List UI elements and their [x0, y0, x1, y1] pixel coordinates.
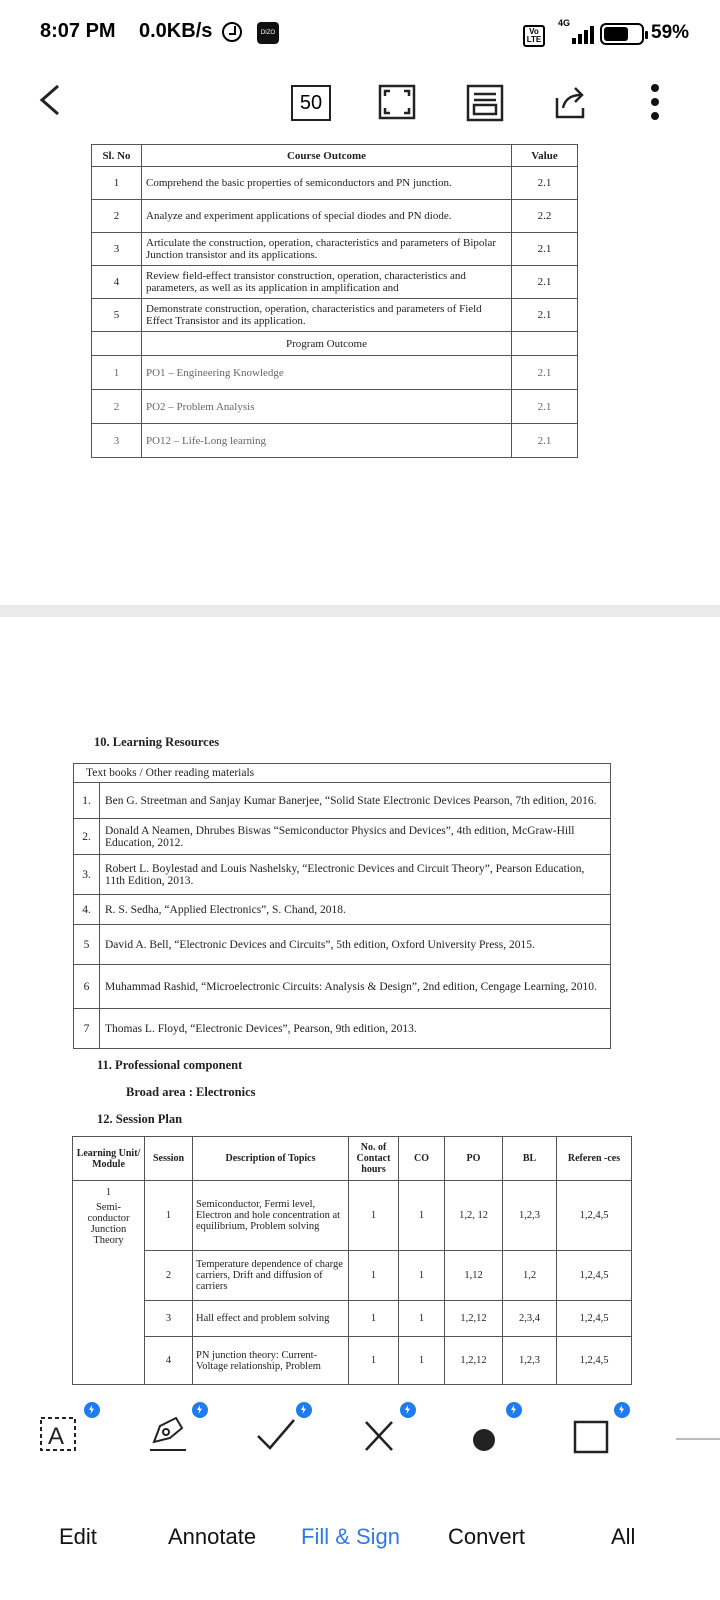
tab-fill-sign[interactable]: Fill & Sign — [301, 1524, 401, 1549]
table-row — [92, 299, 578, 332]
cell-outcome: PO2 – Problem Analysis — [142, 390, 512, 424]
cell-bl: 2,3,4 — [503, 1301, 557, 1337]
broad-area: Broad area : Electronics — [126, 1085, 256, 1099]
premium-badge-icon — [614, 1402, 630, 1418]
cell-empty — [92, 332, 142, 356]
cell-reference: R. S. Sedha, “Applied Electronics”, S. Chand, 2018. — [100, 895, 611, 925]
course-outcome-table — [91, 144, 578, 458]
page-list-icon[interactable] — [466, 84, 504, 122]
table-row — [92, 266, 578, 299]
fill-sign-toolbar — [0, 1390, 720, 1490]
cell-hours: 1 — [349, 1301, 399, 1337]
cell-po: 1,12 — [445, 1251, 503, 1301]
cell-value: 2.1 — [512, 167, 578, 200]
cell-num: 1. — [74, 783, 100, 819]
cell-outcome: PO1 – Engineering Knowledge — [142, 356, 512, 390]
table-row — [92, 332, 578, 356]
table-row — [74, 855, 611, 895]
cell-value: 2.1 — [512, 390, 578, 424]
section-heading: 10. Learning Resources — [94, 735, 220, 749]
cell-topic: PN junction theory: Current-Voltage relationship, Problem — [193, 1337, 349, 1385]
pen-sign-icon[interactable] — [146, 1408, 194, 1456]
session-plan-table — [72, 1136, 632, 1385]
page-separator — [0, 605, 720, 617]
cell-po: 1,2, 12 — [445, 1181, 503, 1251]
cell-po: 1,2,12 — [445, 1301, 503, 1337]
table-row — [73, 1251, 632, 1301]
col-header: Course Outcome — [142, 145, 512, 167]
cell-num: 5 — [74, 925, 100, 965]
premium-badge-icon — [506, 1402, 522, 1418]
cell-topic: Temperature dependence of charge carriers, Drift and diffusion of carriers — [193, 1251, 349, 1301]
cell-outcome: PO12 – Life-Long learning — [142, 424, 512, 458]
table-row — [73, 1181, 632, 1251]
tab-convert[interactable]: Convert — [448, 1524, 526, 1549]
cell-sl: 1 — [92, 356, 142, 390]
table-row — [73, 1301, 632, 1337]
cell-value: 2.1 — [512, 299, 578, 332]
cell-co: 1 — [399, 1337, 445, 1385]
square-icon[interactable] — [568, 1408, 616, 1456]
dot-icon[interactable] — [460, 1408, 508, 1456]
table-row — [74, 965, 611, 1009]
premium-badge-icon — [84, 1402, 100, 1418]
cell-session: 1 — [145, 1181, 193, 1251]
section-heading: 12. Session Plan — [97, 1112, 183, 1126]
section-heading: 11. Professional component — [97, 1058, 243, 1072]
scroll-indicator — [676, 1438, 720, 1440]
cell-outcome: Analyze and experiment applications of special diodes and PN diode. — [142, 200, 512, 233]
cell-session: 3 — [145, 1301, 193, 1337]
cell-refs: 1,2,4,5 — [557, 1181, 632, 1251]
cell-reference: Ben G. Streetman and Sanjay Kumar Banerjee, “Solid State Electronic Devices Pearson, 7th edition, 2016. — [100, 783, 611, 819]
tab-annotate[interactable]: Annotate — [168, 1524, 257, 1549]
cell-sl: 5 — [92, 299, 142, 332]
table-row — [92, 167, 578, 200]
table-row — [92, 424, 578, 458]
cell-reference: Donald A Neamen, Dhrubes Biswas “Semiconductor Physics and Devices”, 4th edition, McGraw-Hill Education, 2012. — [100, 819, 611, 855]
cell-outcome: Review field-effect transistor construction, operation, characteristics and parameters, as well as its application in amplification and — [142, 266, 512, 299]
cell-hours: 1 — [349, 1251, 399, 1301]
cell-refs: 1,2,4,5 — [557, 1337, 632, 1385]
cell-outcome: Articulate the construction, operation, characteristics and parameters of Bipolar Junction transistor and its applications. — [142, 233, 512, 266]
cell-hours: 1 — [349, 1181, 399, 1251]
cell-reference: Thomas L. Floyd, “Electronic Devices”, Pearson, 9th edition, 2013. — [100, 1009, 611, 1049]
col-header: CO — [399, 1137, 445, 1181]
cross-icon[interactable] — [356, 1408, 404, 1456]
text-box-icon[interactable] — [38, 1408, 86, 1456]
col-header: Value — [512, 145, 578, 167]
col-header: Learning Unit/ Module — [73, 1137, 145, 1181]
unit-name: Semi-conductor Junction Theory — [87, 1202, 130, 1246]
cell-sl: 2 — [92, 390, 142, 424]
textbooks-header: Text books / Other reading materials — [74, 764, 611, 783]
cell-num: 3. — [74, 855, 100, 895]
cell-sl: 4 — [92, 266, 142, 299]
fit-screen-icon[interactable] — [378, 84, 416, 120]
cell-reference: Robert L. Boylestad and Louis Nashelsky, “Electronic Devices and Circuit Theory”, Pearson Education, 11th Edition, 2013. — [100, 855, 611, 895]
page-number-box[interactable]: 50 — [291, 85, 331, 121]
cell-session: 2 — [145, 1251, 193, 1301]
cell-outcome: Demonstrate construction, operation, characteristics and parameters of Field Effect Transistor and its application. — [142, 299, 512, 332]
cell-value: 2.1 — [512, 356, 578, 390]
table-row — [74, 819, 611, 855]
cell-bl: 1,2,3 — [503, 1337, 557, 1385]
battery-icon — [600, 23, 644, 45]
cell-reference: Muhammad Rashid, “Microelectronic Circuits: Analysis & Design”, 2nd edition, Cengage Learning, 2010. — [100, 965, 611, 1009]
cell-sl: 3 — [92, 424, 142, 458]
cell-co: 1 — [399, 1181, 445, 1251]
cell-po: 1,2,12 — [445, 1337, 503, 1385]
pdf-document[interactable] — [0, 140, 720, 1390]
dizo-app-icon: DIZO — [257, 22, 279, 44]
back-arrow-icon[interactable] — [36, 84, 68, 116]
table-row — [92, 390, 578, 424]
cell-refs: 1,2,4,5 — [557, 1301, 632, 1337]
cell-co: 1 — [399, 1301, 445, 1337]
col-header: No. of Contact hours — [349, 1137, 399, 1181]
table-row — [92, 200, 578, 233]
cell-value: 2.2 — [512, 200, 578, 233]
cell-empty — [512, 332, 578, 356]
cell-sl: 1 — [92, 167, 142, 200]
table-row — [92, 356, 578, 390]
table-row — [74, 925, 611, 965]
textbooks-table — [73, 763, 611, 1049]
cell-topic: Semiconductor, Fermi level, Electron and hole concentration at equilibrium, Problem solving — [193, 1181, 349, 1251]
cell-session: 4 — [145, 1337, 193, 1385]
table-row — [74, 895, 611, 925]
unit-number: 1 — [105, 1187, 112, 1198]
program-outcome-label: Program Outcome — [142, 332, 512, 356]
col-header: Sl. No — [92, 145, 142, 167]
cell-bl: 1,2 — [503, 1251, 557, 1301]
premium-badge-icon — [192, 1402, 208, 1418]
bottom-tab-bar — [0, 1490, 720, 1600]
table-row — [92, 233, 578, 266]
cell-topic: Hall effect and problem solving — [193, 1301, 349, 1337]
table-row — [74, 783, 611, 819]
status-bar — [0, 0, 720, 70]
col-header: Session — [145, 1137, 193, 1181]
col-header: BL — [503, 1137, 557, 1181]
cell-sl: 3 — [92, 233, 142, 266]
cell-value: 2.1 — [512, 266, 578, 299]
svg-text:A: A — [48, 1423, 65, 1450]
cell-hours: 1 — [349, 1337, 399, 1385]
cell-outcome: Comprehend the basic properties of semiconductors and PN junction. — [142, 167, 512, 200]
tab-all[interactable]: All — [611, 1524, 636, 1549]
checkmark-icon[interactable] — [252, 1408, 300, 1456]
cell-sl: 2 — [92, 200, 142, 233]
volte-icon: Vo LTE — [523, 25, 545, 47]
network-type: 4G — [558, 18, 571, 28]
col-header: Referen -ces — [557, 1137, 632, 1181]
col-header: Description of Topics — [193, 1137, 349, 1181]
alarm-icon — [222, 22, 242, 42]
cell-num: 6 — [74, 965, 100, 1009]
more-options-icon[interactable] — [650, 80, 660, 124]
cell-refs: 1,2,4,5 — [557, 1251, 632, 1301]
cell-bl: 1,2,3 — [503, 1181, 557, 1251]
viewer-toolbar — [0, 70, 720, 140]
cell-reference: David A. Bell, “Electronic Devices and Circuits”, 5th edition, Oxford University Press, 2015. — [100, 925, 611, 965]
cell-num: 7 — [74, 1009, 100, 1049]
table-row — [73, 1337, 632, 1385]
cell-value: 2.1 — [512, 424, 578, 458]
cell-unit — [73, 1181, 145, 1385]
network-speed: 0.0KB/s — [139, 20, 213, 42]
tab-edit[interactable]: Edit — [59, 1524, 97, 1549]
status-time: 8:07 PM — [40, 20, 116, 42]
cell-num: 4. — [74, 895, 100, 925]
table-row — [74, 1009, 611, 1049]
cell-value: 2.1 — [512, 233, 578, 266]
cell-num: 2. — [74, 819, 100, 855]
share-icon[interactable] — [549, 84, 589, 120]
battery-percent: 59% — [651, 22, 690, 43]
cell-co: 1 — [399, 1251, 445, 1301]
col-header: PO — [445, 1137, 503, 1181]
